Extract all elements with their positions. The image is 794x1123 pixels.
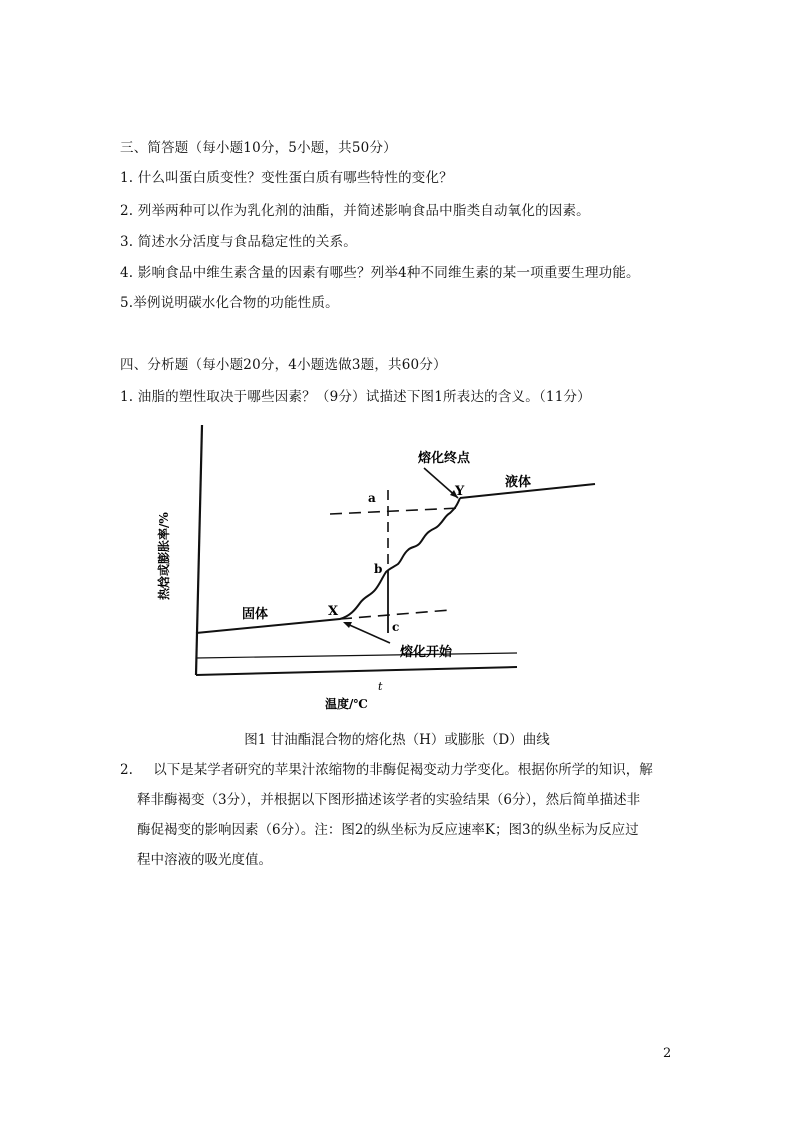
- point-y-label: Y: [455, 484, 465, 499]
- liquid-label: 液体: [505, 475, 532, 490]
- point-b-label: b: [374, 562, 383, 576]
- section3-heading: 三、简答题（每小题10分，5小题，共50分）: [120, 140, 397, 156]
- section3-question-4: 4. 影响食品中维生素含量的因素有哪些？列举4种不同维生素的某一项重要生理功能。: [120, 265, 640, 281]
- solid-label: 固体: [242, 607, 269, 622]
- point-x-label: X: [328, 604, 339, 619]
- point-c-label: c: [392, 620, 400, 634]
- point-a-label: a: [368, 491, 376, 505]
- dashed-liquid-extension: [330, 508, 460, 514]
- question-2-line-1: 以下是某学者研究的苹果汁浓缩物的非酶促褐变动力学变化。根据你所学的知识，解: [153, 762, 653, 778]
- question-2-number: 2.: [120, 762, 133, 778]
- section4-question-1: 1. 油脂的塑性取决于哪些因素？（9分）试描述下图1所表达的含义。（11分）: [120, 389, 591, 405]
- melt-start-label: 熔化开始: [400, 645, 453, 660]
- melt-end-label: 熔化终点: [418, 451, 471, 466]
- section3-question-3: 3. 简述水分活度与食品稳定性的关系。: [120, 234, 357, 250]
- question-2-line-2: 释非酶褐变（3分），并根据以下图形描述该学者的实验结果（6分），然后简单描述非: [137, 792, 641, 808]
- figure1-melting-curve: [157, 418, 610, 718]
- question-2-line-3: 酶促褐变的影响因素（6分）。注：图2的纵坐标为反应速率K；图3的纵坐标为反应过: [137, 822, 639, 838]
- dashed-solid-extension: [340, 610, 450, 619]
- figure1-caption: 图1 甘油酯混合物的熔化热（H）或膨胀（D）曲线: [244, 732, 550, 748]
- melt-start-arrow: [345, 623, 390, 643]
- melting-curve: [340, 498, 460, 619]
- section4-question-2: [120, 755, 690, 875]
- y-axis: [196, 425, 202, 675]
- section4-heading: 四、分析题（每小题20分，4小题选做3题，共60分）: [120, 357, 447, 373]
- section3-question-1: 1. 什么叫蛋白质变性？变性蛋白质有哪些特性的变化？: [120, 170, 453, 186]
- question-2-line-4: 程中溶液的吸光度值。: [137, 852, 272, 868]
- x-axis-label: 温度/℃: [325, 697, 368, 711]
- section3-question-2: 2. 列举两种可以作为乳化剂的油酯，并简述影响食品中脂类自动氧化的因素。: [120, 203, 590, 219]
- section3-question-5: 5.举例说明碳水化合物的功能性质。: [120, 295, 339, 311]
- page-number: 2: [663, 1046, 672, 1061]
- y-axis-label: 热焓或膨胀率/%: [157, 512, 171, 600]
- x-tick-t: t: [378, 680, 383, 693]
- x-axis: [196, 667, 517, 675]
- baseline: [196, 653, 517, 658]
